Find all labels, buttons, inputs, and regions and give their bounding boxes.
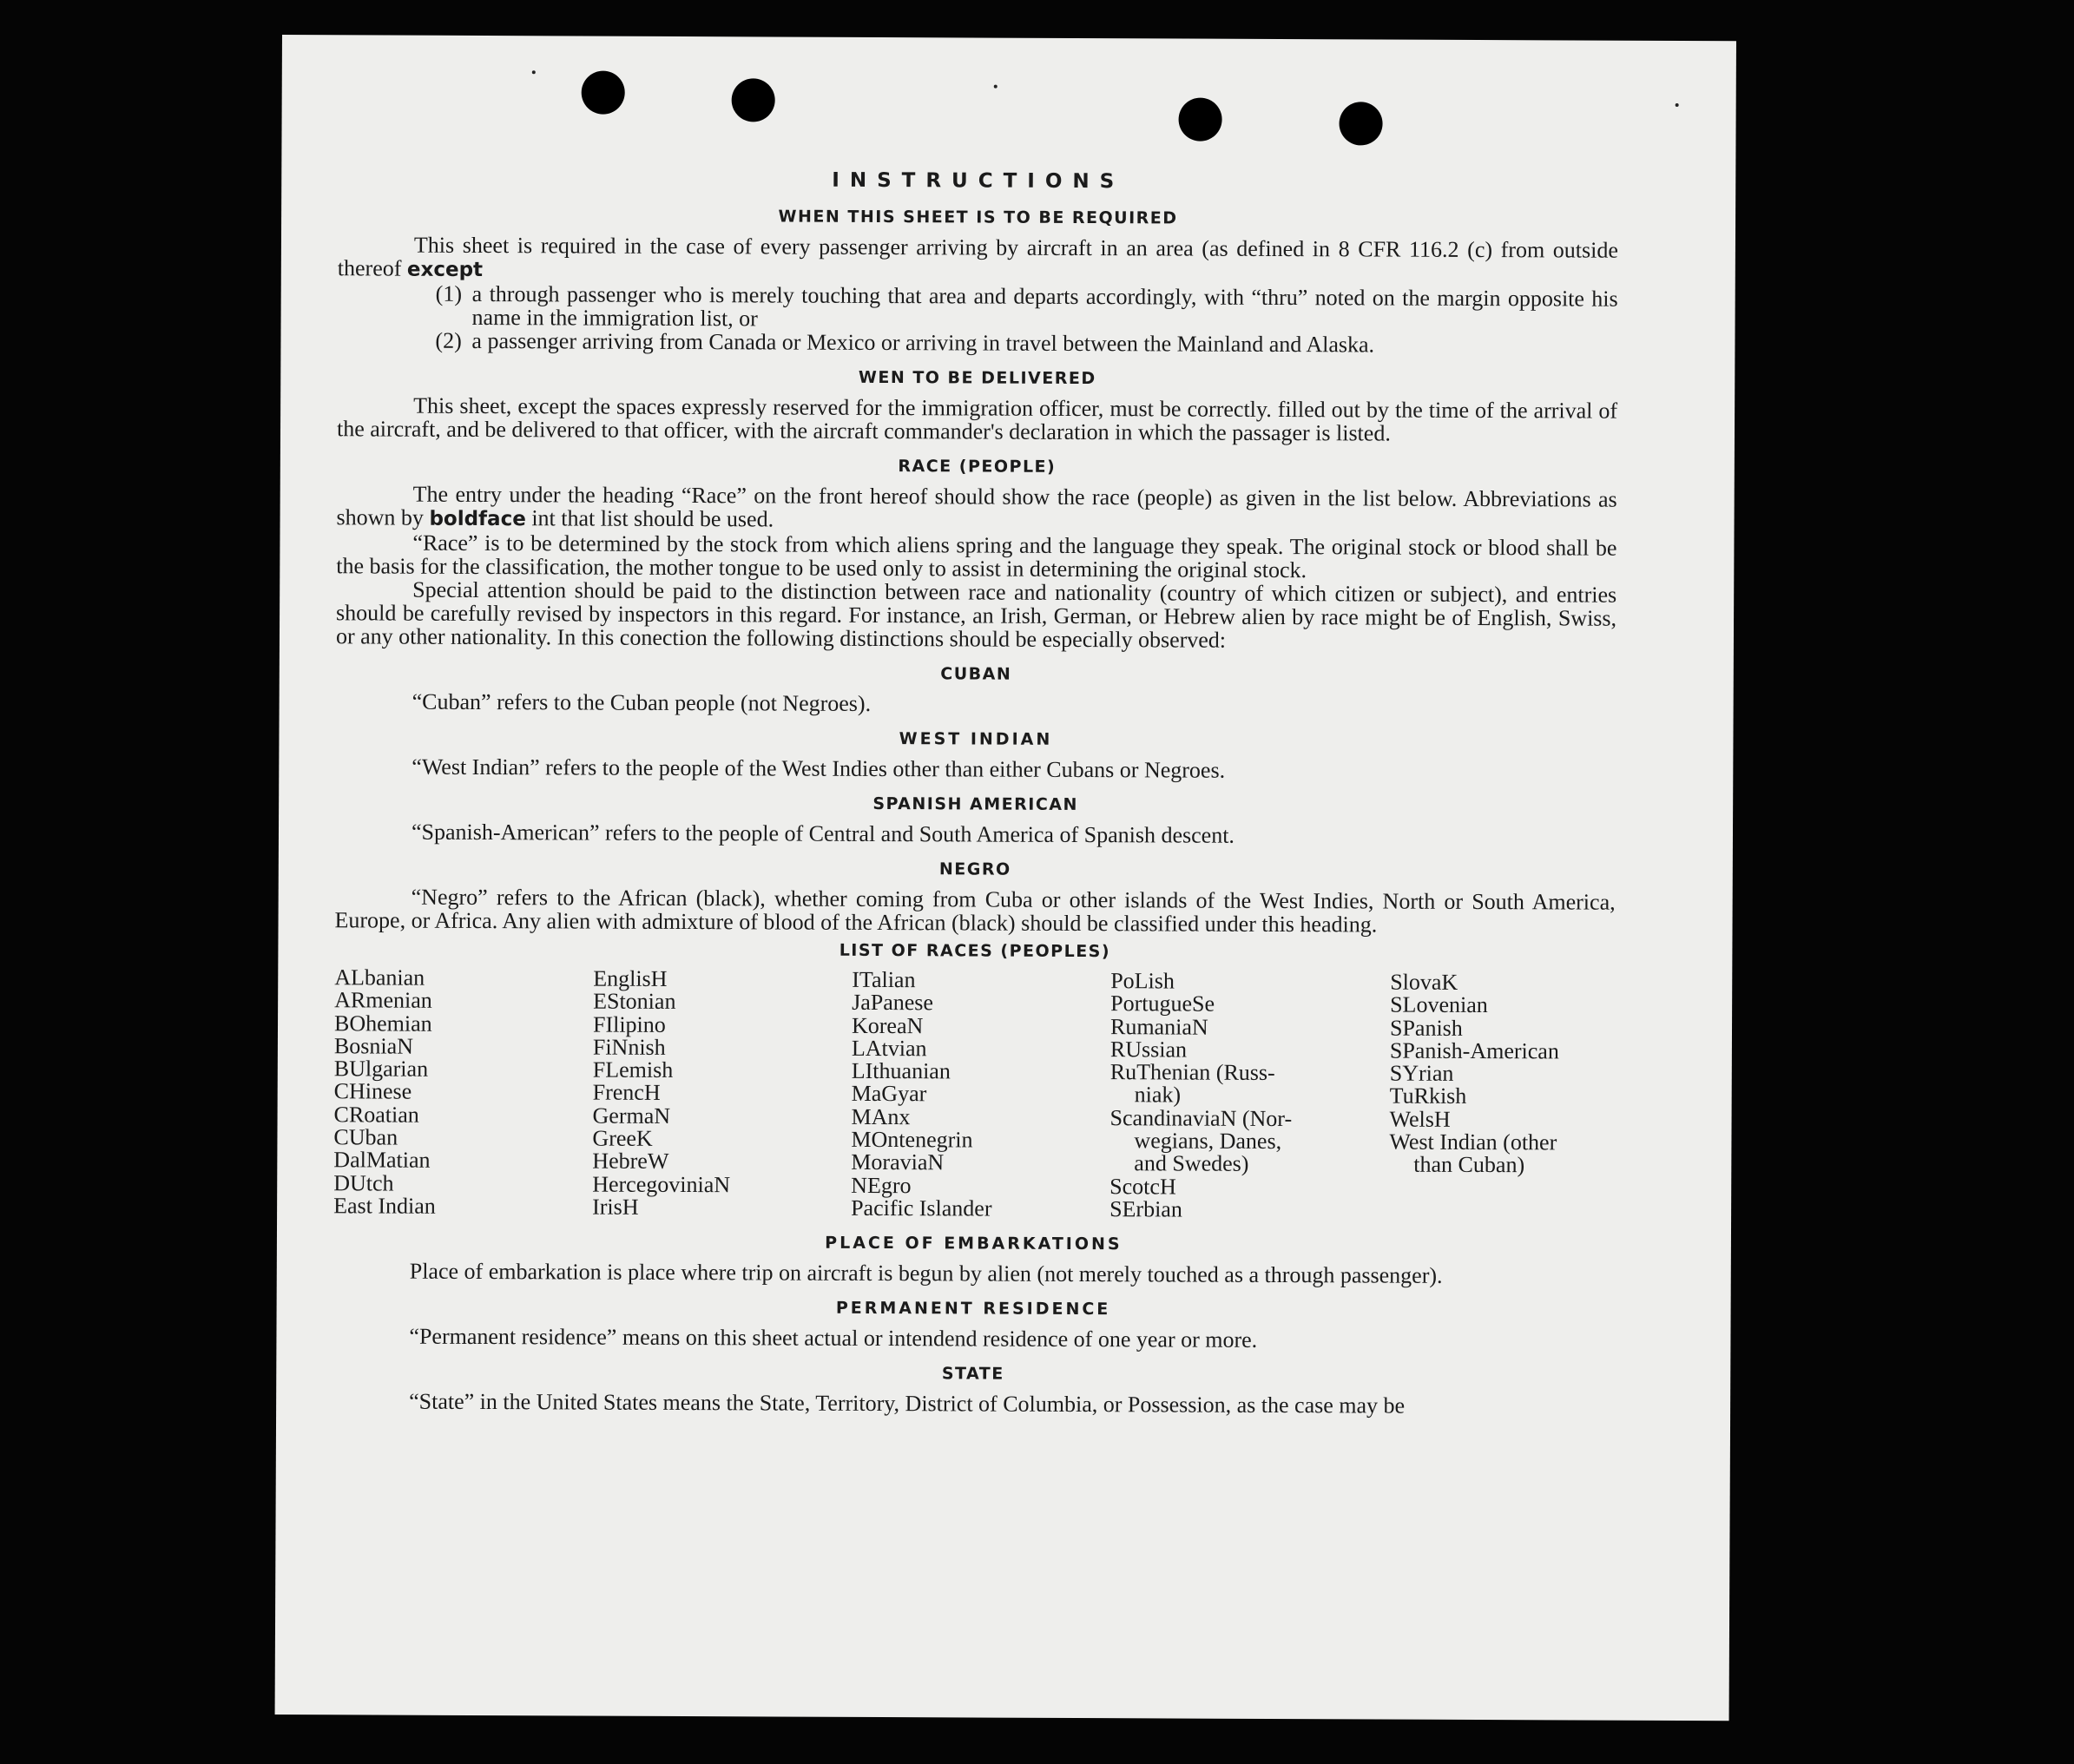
west-indian-text: “West Indian” refers to the people of the West Indies other than either Cubans or Negroes. (412, 754, 1226, 783)
race-paragraph-2: “Race” is to be determined by the stock from which aliens spring and the language they speak. The original stock or blood shall be the basis for the classification, the mother tongue to be used only to assist in determining the original stock. (336, 530, 1617, 583)
race-paragraph-1 (337, 482, 1617, 536)
race-entry: MaGyar (851, 1081, 927, 1107)
dust-speck (1676, 103, 1679, 107)
race-entry: BOhemian (333, 1010, 432, 1037)
race-entry: SPanish (1389, 1015, 1463, 1041)
race-entry: CUban (333, 1124, 398, 1150)
race-entry: CRoatian (333, 1102, 419, 1128)
race-entry: EnglisH (593, 965, 668, 991)
heading-place-of-embarkation: PLACE OF EMBARKATIONS (825, 1234, 1123, 1254)
race-entry: RUssian (1109, 1037, 1188, 1063)
heading-when-delivered: WEN TO BE DELIVERED (858, 367, 1096, 389)
race-column (1389, 971, 1615, 1223)
race-entry: MOntenegrin (851, 1126, 973, 1153)
race-entry: TuRkish (1389, 1083, 1467, 1109)
race-entry: MoraviaN (851, 1149, 945, 1175)
race-entry: wegians, Danes, (1134, 1128, 1282, 1155)
race-entry: BosniaN (333, 1033, 413, 1059)
list-item (337, 328, 1617, 357)
race-entry: NEgro (851, 1172, 912, 1198)
race-entry: MAnx (851, 1103, 911, 1129)
permanent-residence-text: “Permanent residence” means on this sheet actual or intendend residence of one year or more. (409, 1323, 1258, 1353)
race-entry: PoLish (1110, 968, 1175, 994)
race-entry: SPanish-American (1389, 1037, 1559, 1064)
race-entry: GreeK (592, 1125, 653, 1151)
heading-list-of-races: LIST OF RACES (PEOPLES) (839, 940, 1111, 962)
race-entry: East Indian (333, 1193, 436, 1219)
race-entry: ITalian (852, 966, 916, 993)
race-entry: FrencH (592, 1080, 661, 1106)
race-entry: JaPanese (852, 990, 934, 1016)
race-entry: SlovaK (1390, 969, 1458, 995)
race-entry: HercegoviniaN (592, 1171, 731, 1197)
race-entry: LAtvian (851, 1035, 927, 1062)
race-entry: FLemish (592, 1056, 674, 1083)
exception-list (337, 281, 1617, 357)
boldface-word: boldface (429, 507, 526, 531)
race-entry: SYrian (1389, 1060, 1454, 1087)
item-number: (2) (435, 327, 462, 353)
heading-cuban: CUBAN (940, 664, 1012, 684)
race-entry: DUtch (333, 1169, 394, 1196)
race-column (333, 966, 593, 1219)
dust-speck (532, 70, 536, 74)
race-entry: than Cuban) (1413, 1152, 1525, 1178)
punch-hole (732, 78, 775, 122)
punch-hole (1178, 98, 1221, 142)
race-entry: DalMatian (333, 1147, 431, 1174)
punch-hole (1339, 102, 1382, 145)
race-entry: BUlgarian (333, 1056, 429, 1082)
race-entry: ScandinaviaN (Nor- (1109, 1104, 1293, 1131)
race-entry: HebreW (592, 1148, 669, 1175)
item-number: (1) (435, 280, 463, 306)
race-column (851, 966, 1110, 1221)
race-entry: ALbanian (334, 964, 425, 991)
item-text: a through passenger who is merely touching that area and departs accordingly, with “thru” noted on the margin opposite his name in the immigration list, or (471, 280, 1618, 332)
heading-spanish-american: SPANISH AMERICAN (872, 793, 1078, 815)
race-entry: LIthuanian (851, 1058, 951, 1084)
race-column (592, 965, 852, 1221)
race-entry: RumaniaN (1109, 1013, 1208, 1040)
race-entry: KoreaN (851, 1012, 924, 1038)
negro-text: “Negro” refers to the African (black), whether coming from Cuba or other islands of the West Indies, North or South America, Europe, or Africa. Any alien with admixture of blood of the African (black) should be classified under this heading. (334, 884, 1616, 938)
when-required-intro (338, 233, 1618, 286)
race-entry: FiNnish (592, 1034, 666, 1060)
dust-speck (994, 85, 997, 89)
place-of-embarkation-text: Place of embarkation is place where trip on aircraft is begun by alien (not merely touched as a through passenger). (409, 1258, 1443, 1289)
race-entry: WelsH (1389, 1106, 1451, 1132)
list-item (338, 281, 1618, 333)
race-entry: ScotcH (1109, 1173, 1176, 1200)
race-p1-before: The entry under the heading “Race” on the front hereof should show the race (people) as given in the list below. Abbreviations as shown by (336, 481, 1617, 530)
document-body (332, 165, 1618, 1418)
race-entry: PortugueSe (1110, 991, 1215, 1017)
race-column (1109, 970, 1390, 1222)
race-entry: GermaN (592, 1102, 671, 1129)
heading-when-required: WHEN THIS SHEET IS TO BE REQUIRED (778, 207, 1178, 228)
race-entry: and Swedes) (1134, 1150, 1249, 1177)
race-entry: SErbian (1109, 1196, 1182, 1222)
heading-negro: NEGRO (938, 859, 1011, 879)
except-word: except (406, 258, 484, 282)
when-delivered-text: This sheet, except the spaces expressly reserved for the immigration officer, must be correctly. filled out by the time of the arrival of the aircraft, and be delivered to that officer, with the aircraft commander's declaration in which the passager is listed. (336, 392, 1618, 446)
race-entry: Pacific Islander (851, 1195, 992, 1221)
item-text: a passenger arriving from Canada or Mexico or arriving in travel between the Mainland and Alaska. (471, 327, 1375, 358)
races-table (333, 966, 1615, 1223)
race-entry: RuThenian (Russ- (1109, 1059, 1275, 1086)
when-required-intro-text: This sheet is required in the case of every passenger arriving by aircraft in an area (as defined in 8 CFR 116.2 (c) from outside thereof (337, 232, 1618, 281)
page-title: INSTRUCTIONS (832, 168, 1125, 194)
race-paragraph-3: Special attention should be paid to the distinction between race and nationality (country of which citizen or subject), and entries should be carefully revised by inspectors in this regard. For instance, an Irish, German, or Hebrew alien by race might be of English, Swiss, or any other nationality. In this conection the following distinctions should be especially observed: (335, 576, 1617, 653)
race-p1-after: int that list should be used. (531, 505, 774, 532)
race-entry: FIlipino (592, 1011, 666, 1037)
heading-state: STATE (941, 1364, 1004, 1384)
race-entry: niak) (1134, 1082, 1182, 1109)
heading-race: RACE (PEOPLE) (898, 457, 1057, 477)
state-text: “State” in the United States means the State, Territory, District of Columbia, or Possession, as the case may be (409, 1388, 1406, 1418)
spanish-american-text: “Spanish-American” refers to the people of Central and South America of Spanish descent. (411, 819, 1235, 848)
race-entry: SLovenian (1390, 991, 1488, 1018)
heading-west-indian: WEST INDIAN (899, 729, 1053, 749)
race-entry: West Indian (other (1389, 1129, 1557, 1155)
cuban-text: “Cuban” refers to the Cuban people (not Negroes). (412, 688, 872, 716)
race-entry: CHinese (333, 1078, 412, 1105)
punch-hole (582, 71, 625, 115)
heading-permanent-residence: PERMANENT RESIDENCE (835, 1299, 1111, 1320)
race-entry: EStonian (593, 988, 676, 1015)
race-entry: IrisH (592, 1194, 639, 1220)
instruction-sheet (275, 35, 1736, 1721)
race-entry: ARmenian (334, 987, 432, 1014)
